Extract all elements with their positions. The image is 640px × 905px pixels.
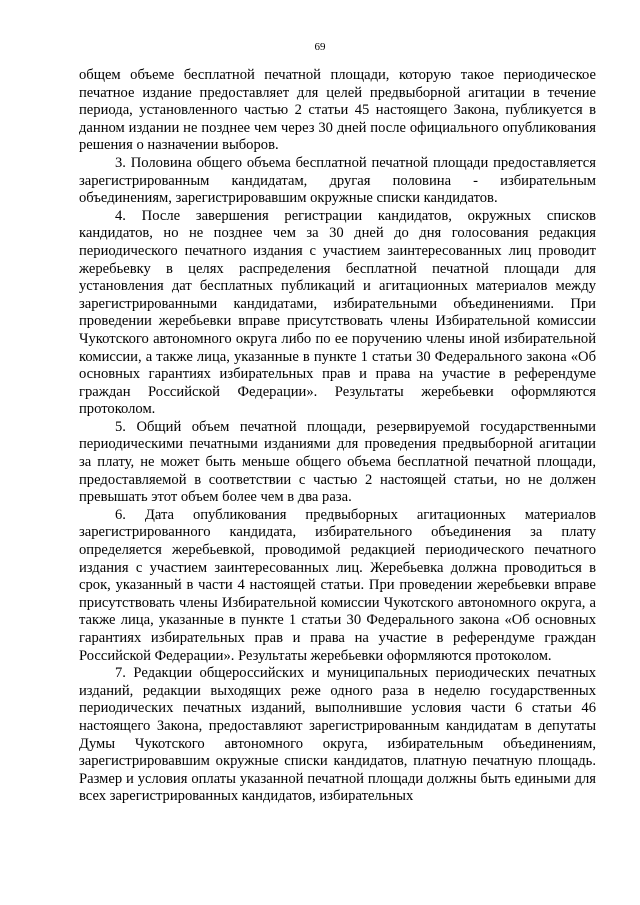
paragraph-4: 4. После завершения регистрации кандидатов, окружных списков кандидатов, но не позднее чем за 30 дней до дня голосования редакция периодического печатного издания с участием заинтересованных лиц проводит жеребьевку в целях распределения бесплатной печатной площади для установления дат бесплатных публикаций и агитационных материалов между зарегистрированными кандидатами, избирательными объединениями. При проведении жеребьевки вправе присутствовать члены Избирательной комиссии Чукотского автономного округа либо по ее поручению члены иной избирательной комиссии, а также лица, указанные в пункте 1 статьи 30 Федерального закона «Об основных гарантиях избирательных прав и права на участие в референдуме граждан Российской Федерации». Результаты жеребьевки оформляются протоколом. [79,207,596,418]
paragraph-6: 6. Дата опубликования предвыборных агитационных материалов зарегистрированного кандидата, избирательного объединения за плату определяется жеребьевкой, проводимой редакцией периодического печатного издания с участием заинтересованных лиц. Жеребьевка должна проводиться в срок, указанный в части 4 настоящей статьи. При проведении жеребьевки вправе присутствовать члены Избирательной комиссии Чукотского автономного округа, а также лица, указанные в пункте 1 статьи 30 Федерального закона «Об основных гарантиях избирательных прав и права на участие в референдуме граждан Российской Федерации». Результаты жеребьевки оформляются протоколом. [79,506,596,664]
paragraph-5: 5. Общий объем печатной площади, резервируемой государственными периодическими печатными изданиями для проведения предвыборной агитации за плату, не может быть меньше общего объема бесплатной печатной площади, предоставляемой в соответствии с частью 2 настоящей статьи, но не должен превышать этот объем более чем в два раза. [79,418,596,506]
paragraph-continuation: общем объеме бесплатной печатной площади, которую такое периодическое печатное издание предоставляет для целей предвыборной агитации в течение периода, установленного частью 2 статьи 45 настоящего Закона, публикуется в данном издании не позднее чем через 30 дней после официального опубликования решения о назначении выборов. [79,67,596,154]
paragraph-7: 7. Редакции общероссийских и муниципальных периодических печатных изданий, редакции выходящих реже одного раза в неделю государственных периодических печатных изданий, выполнившие условия части 6 статьи 46 настоящего Закона, предоставляют зарегистрированным кандидатам в депутаты Думы Чукотского автономного округа, избирательным объединениям, зарегистрировавшим окружные списки кандидатов, платную печатную площадь. Размер и условия оплаты указанной печатной площади должны быть едиными для всех зарегистрированных кандидатов, избирательных [79,665,596,805]
page-number: 69 [314,41,326,53]
document-body [79,67,596,806]
paragraph-3: 3. Половина общего объема бесплатной печатной площади предоставляется зарегистрированным кандидатам, другая половина - избирательным объединениям, зарегистрировавшим окружные списки кандидатов. [79,154,596,207]
